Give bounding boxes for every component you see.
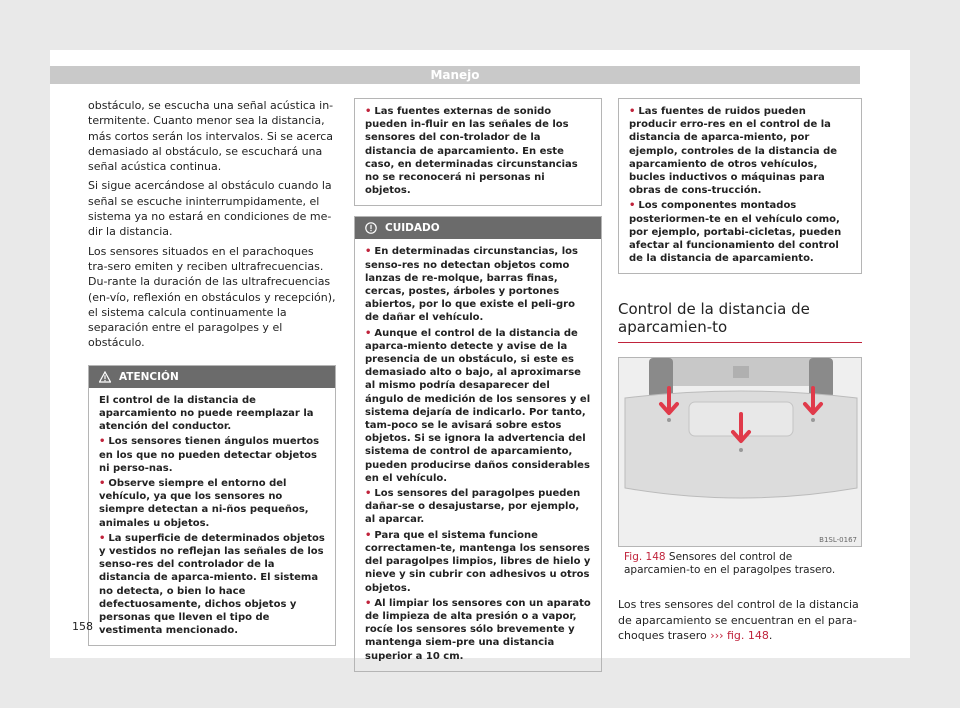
list-item: • Para que el sistema funcione correctamen-te, mantenga los sensores del paragolpes limpios, libres de hielo y nieve y sin cubrir con adhesivos u otros objetos. [365, 529, 591, 594]
car-rear-bumper-illustration [619, 358, 862, 547]
column-1 [88, 98, 336, 646]
note-box [618, 98, 862, 274]
page-header: Manejo [50, 66, 860, 84]
warning-intro: El control de la distancia de aparcamiento no puede reemplazar la atención del conductor. [99, 394, 314, 433]
column-3 [618, 98, 862, 647]
list-item: • Los sensores del paragolpes pueden dañar-se o desajustarse, por ejemplo, al aparcar. [365, 488, 581, 526]
figure-code: B1SL-0167 [819, 536, 857, 545]
caution-circle-icon [365, 222, 377, 234]
list-item: • Los componentes montados posteriormen-te en el vehículo como, por ejemplo, portabi-cicletas, pueden afectar al funcionamiento del control de la distancia de aparcamiento. [629, 200, 842, 265]
paragraph: Si sigue acercándose al obstáculo cuando la señal se escuche ininterrumpidamente, el sistema ya no estará en condiciones de me-dir la distancia. [88, 179, 332, 239]
list-item: • Al limpiar los sensores con un aparato de limpieza de alta presión o a vapor, rocíe los sensores sólo brevemente y mantenga siem-pre una distancia superior a 10 cm. [365, 597, 591, 662]
caution-header [355, 217, 601, 239]
figure-reference-link[interactable]: ››› fig. 148 [710, 629, 769, 643]
warning-header [89, 366, 335, 388]
warning-triangle-icon [99, 371, 111, 383]
list-item: • La superficie de determinados objetos y vestidos no reflejan las señales de los senso-res del controlador de la distancia de aparca-miento. El sistema no detecta, o bien lo hace defectuosamente, dichos objetos y personas que lleven el tipo de vestimenta mencionado. [99, 532, 325, 637]
list-item: • Aunque el control de la distancia de aparca-miento detecte y avise de la presencia de un obstáculo, si este es demasiado alto o bajo, al aproximarse al mismo podría desaparecer del ángulo de medición de los sensores y el sistema dejaría de indicarlo. Por tanto, tam-poco se le avisará sobre estos objetos. Si se ignora la advertencia del sistema de control de aparcamiento, pueden producirse daños considerables en el vehículo. [365, 327, 591, 484]
caution-title: CUIDADO [385, 222, 440, 235]
paragraph: Los tres sensores del control de la distancia de aparcamiento se encuentran en el para-choques trasero ››› fig. 148. [618, 598, 859, 643]
note-box [354, 98, 602, 206]
list-item: • Las fuentes externas de sonido pueden in-fluir en las señales de los sensores del con-trolador de la distancia de aparcamiento. En este caso, en determinadas circunstancias no se reconocerá ni personas ni objetos. [365, 106, 578, 197]
figure-148 [618, 357, 862, 547]
page-number: 158 [72, 620, 93, 633]
warning-title: ATENCIÓN [119, 370, 179, 383]
caution-box [354, 216, 602, 671]
figure-caption: Fig. 148 Sensores del control de aparcamien-to en el paragolpes trasero. [624, 551, 836, 577]
column-2 [354, 98, 602, 672]
list-item: • Las fuentes de ruidos pueden producir erro-res en el control de la distancia de aparca-miento, por ejemplo, controles de la distancia de aparcamiento de otros vehículos, bucles inductivos o máquinas para obras de cons-trucción. [629, 106, 838, 197]
list-item: • En determinadas circunstancias, los senso-res no detectan objetos como lanzas de re-molque, barras finas, cercas, postes, árboles y portones abiertos, por lo que existe el peli-gro de dañar el vehículo. [365, 246, 578, 324]
list-item: • Observe siempre el entorno del vehículo, ya que los sensores no siempre detectan a ni-ños pequeños, animales u objetos. [99, 477, 309, 529]
section-title: Control de la distancia de aparcamien-to [618, 300, 862, 343]
paragraph: obstáculo, se escucha una señal acústica in-termitente. Cuanto menor sea la distancia, más cortos serán los intervalos. Si se acerca demasiado al obstáculo, se escuchará una señal acústica continua. [88, 99, 334, 174]
paragraph: Los sensores situados en el parachoques tra-sero emiten y reciben ultrafrecuencias. Du-rante la duración de las ultrafrecuencias (en-vío, reflexión en obstáculos y recepción), el sistema calcula continuamente la separación entre el paragolpes y el obstáculo. [88, 244, 336, 350]
warning-box [88, 365, 336, 647]
list-item: • Los sensores tienen ángulos muertos en los que no pueden detectar objetos ni perso-nas. [99, 436, 320, 474]
